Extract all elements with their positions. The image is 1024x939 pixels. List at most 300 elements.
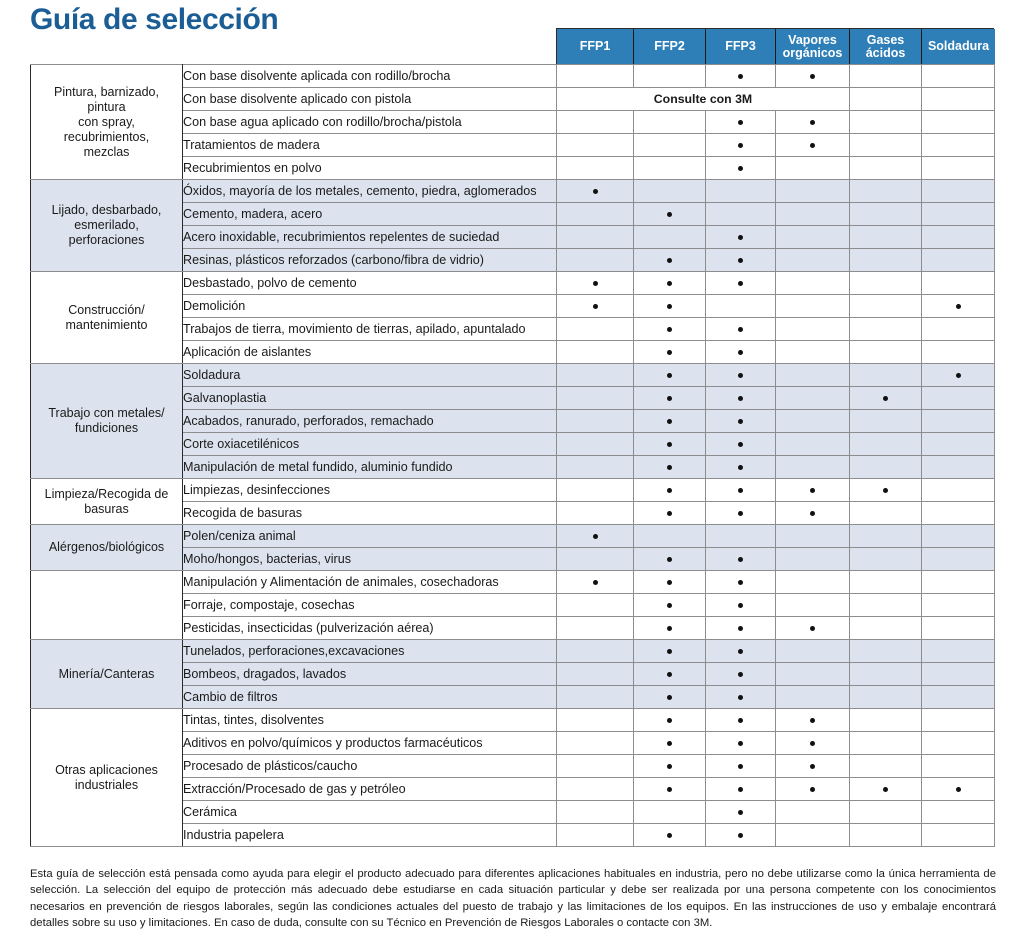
task-cell: Aditivos en polvo/químicos y productos farmacéuticos xyxy=(183,732,557,755)
mark-cell-soldadura xyxy=(922,88,995,111)
task-cell: Limpiezas, desinfecciones xyxy=(183,479,557,502)
mark-cell-ffp1 xyxy=(557,134,634,157)
mark-cell-ffp3 xyxy=(706,801,776,824)
mark-cell-ffp2 xyxy=(634,364,706,387)
mark-cell-vapores xyxy=(776,801,850,824)
task-cell: Cambio de filtros xyxy=(183,686,557,709)
recommended-dot-icon xyxy=(667,419,672,424)
mark-cell-ffp2 xyxy=(634,341,706,364)
mark-cell-vapores xyxy=(776,824,850,847)
recommended-dot-icon xyxy=(738,695,743,700)
category-label-line: Trabajo con metales/ xyxy=(48,406,165,420)
mark-cell-vapores xyxy=(776,249,850,272)
recommended-dot-icon xyxy=(667,396,672,401)
category-label-line: industriales xyxy=(74,777,139,792)
mark-cell-ffp1 xyxy=(557,525,634,548)
mark-cell-soldadura xyxy=(922,433,995,456)
category-label-line: Limpieza/Recogida de xyxy=(44,486,169,501)
mark-cell-ffp1 xyxy=(557,824,634,847)
task-cell: Con base disolvente aplicado con pistola xyxy=(183,88,557,111)
task-cell: Bombeos, dragados, lavados xyxy=(183,663,557,686)
column-header-soldadura xyxy=(922,29,995,64)
footer-disclaimer: Esta guía de selección está pensada como ayuda para elegir el producto adecuado para diferentes aplicaciones habituales en industria, pero no debe utilizarse como la única herramienta de selección. La selección del equipo de protección más adecuado debe estudiarse en cada situación particular y debe ser realizada por una persona competente con los conocimientos necesarios en prevención de riesgos laborales, según las condiciones actuales del puesto de trabajo y las limitaciones de los equipos. En las instrucciones de uso y embalaje encontrará detalles sobre su uso y limitaciones. En caso de duda, consulte con su Técnico en Prevención de Riesgos Laborales o contacte con 3M. xyxy=(30,868,996,930)
mark-cell-ffp3 xyxy=(706,755,776,778)
mark-cell-soldadura xyxy=(922,801,995,824)
mark-cell-ffp1 xyxy=(557,502,634,525)
column-header-label: FFP1 xyxy=(579,39,611,53)
mark-cell-vapores xyxy=(776,525,850,548)
mark-cell-ffp1 xyxy=(557,594,634,617)
recommended-dot-icon xyxy=(956,787,961,792)
mark-cell-ffp2 xyxy=(634,295,706,318)
task-cell: Resinas, plásticos reforzados (carbono/fibra de vidrio) xyxy=(183,249,557,272)
recommended-dot-icon xyxy=(810,741,815,746)
recommended-dot-icon xyxy=(738,74,743,79)
recommended-dot-icon xyxy=(738,143,743,148)
mark-cell-ffp1 xyxy=(557,341,634,364)
category-label-line: Pintura, barnizado, xyxy=(54,84,159,99)
recommended-dot-icon xyxy=(738,603,743,608)
task-cell: Procesado de plásticos/caucho xyxy=(183,755,557,778)
mark-cell-vapores xyxy=(776,755,850,778)
recommended-dot-icon xyxy=(810,787,815,792)
mark-cell-ffp1 xyxy=(557,203,634,226)
mark-cell-ffp3 xyxy=(706,387,776,410)
mark-cell-ffp1 xyxy=(557,709,634,732)
mark-cell-ffp3 xyxy=(706,341,776,364)
task-cell: Acabados, ranurado, perforados, remachado xyxy=(183,410,557,433)
recommended-dot-icon xyxy=(667,718,672,723)
category-cell xyxy=(31,709,183,847)
mark-cell-soldadura xyxy=(922,226,995,249)
recommended-dot-icon xyxy=(667,833,672,838)
mark-cell-ffp3 xyxy=(706,548,776,571)
recommended-dot-icon xyxy=(667,281,672,286)
mark-cell-vapores xyxy=(776,709,850,732)
recommended-dot-icon xyxy=(738,419,743,424)
mark-cell-soldadura xyxy=(922,525,995,548)
task-cell: Recogida de basuras xyxy=(183,502,557,525)
category-cell xyxy=(31,364,183,479)
recommended-dot-icon xyxy=(738,718,743,723)
mark-cell-vapores xyxy=(776,203,850,226)
mark-cell-ffp1 xyxy=(557,111,634,134)
task-cell: Manipulación y Alimentación de animales, cosechadoras xyxy=(183,571,557,594)
mark-cell-gases xyxy=(850,525,922,548)
mark-cell-ffp1 xyxy=(557,410,634,433)
mark-cell-ffp3 xyxy=(706,571,776,594)
mark-cell-soldadura xyxy=(922,479,995,502)
category-label-line: fundiciones xyxy=(74,421,139,435)
mark-cell-ffp2 xyxy=(634,111,706,134)
mark-cell-ffp1 xyxy=(557,571,634,594)
column-header-label xyxy=(866,34,906,60)
table-row xyxy=(31,479,995,502)
mark-cell-gases xyxy=(850,640,922,663)
mark-cell-ffp3 xyxy=(706,824,776,847)
mark-cell-ffp3 xyxy=(706,134,776,157)
mark-cell-ffp1 xyxy=(557,249,634,272)
category-label-line: basuras xyxy=(84,501,129,516)
table-body xyxy=(31,65,995,847)
mark-cell-soldadura xyxy=(922,134,995,157)
recommended-dot-icon xyxy=(667,373,672,378)
column-header-ffp1 xyxy=(557,29,634,64)
recommended-dot-icon xyxy=(883,787,888,792)
mark-cell-ffp1 xyxy=(557,755,634,778)
mark-cell-ffp3 xyxy=(706,433,776,456)
mark-cell-ffp2 xyxy=(634,433,706,456)
mark-cell-ffp1 xyxy=(557,318,634,341)
mark-cell-ffp2 xyxy=(634,617,706,640)
category-label-line: con spray, xyxy=(78,114,135,129)
task-cell: Óxidos, mayoría de los metales, cemento, piedra, aglomerados xyxy=(183,180,557,203)
mark-cell-ffp2 xyxy=(634,502,706,525)
column-header-ffp3 xyxy=(706,29,776,64)
mark-cell-gases xyxy=(850,548,922,571)
mark-cell-ffp3 xyxy=(706,640,776,663)
mark-cell-ffp1 xyxy=(557,65,634,88)
mark-cell-ffp1 xyxy=(557,778,634,801)
mark-cell-vapores xyxy=(776,387,850,410)
mark-cell-soldadura xyxy=(922,180,995,203)
recommended-dot-icon xyxy=(667,603,672,608)
mark-cell-gases xyxy=(850,111,922,134)
mark-cell-ffp3 xyxy=(706,617,776,640)
mark-cell-ffp3 xyxy=(706,479,776,502)
mark-cell-soldadura xyxy=(922,111,995,134)
table-row xyxy=(31,65,995,88)
recommended-dot-icon xyxy=(738,258,743,263)
category-label-line xyxy=(31,598,182,613)
mark-cell-ffp2 xyxy=(634,134,706,157)
recommended-dot-icon xyxy=(738,350,743,355)
recommended-dot-icon xyxy=(667,442,672,447)
mark-cell-soldadura xyxy=(922,686,995,709)
recommended-dot-icon xyxy=(810,488,815,493)
recommended-dot-icon xyxy=(883,488,888,493)
mark-cell-vapores xyxy=(776,65,850,88)
mark-cell-soldadura xyxy=(922,755,995,778)
recommended-dot-icon xyxy=(738,649,743,654)
table-row xyxy=(31,525,995,548)
mark-cell-vapores xyxy=(776,410,850,433)
mark-cell-gases xyxy=(850,203,922,226)
mark-cell-soldadura xyxy=(922,410,995,433)
recommended-dot-icon xyxy=(738,764,743,769)
category-label-line: Minería/Canteras xyxy=(58,666,155,681)
task-cell: Tintas, tintes, disolventes xyxy=(183,709,557,732)
mark-cell-soldadura xyxy=(922,364,995,387)
mark-cell-ffp2 xyxy=(634,571,706,594)
mark-cell-ffp1 xyxy=(557,180,634,203)
mark-cell-ffp2 xyxy=(634,479,706,502)
mark-cell-ffp2 xyxy=(634,249,706,272)
mark-cell-ffp1 xyxy=(557,272,634,295)
recommended-dot-icon xyxy=(883,396,888,401)
table-row xyxy=(31,272,995,295)
category-cell xyxy=(31,640,183,709)
mark-cell-gases xyxy=(850,318,922,341)
recommended-dot-icon xyxy=(667,672,672,677)
mark-cell-ffp3 xyxy=(706,456,776,479)
recommended-dot-icon xyxy=(738,672,743,677)
recommended-dot-icon xyxy=(738,833,743,838)
category-cell xyxy=(31,479,183,525)
category-label-line: perforaciones xyxy=(68,233,145,247)
mark-cell-ffp2 xyxy=(634,709,706,732)
mark-cell-ffp3 xyxy=(706,410,776,433)
recommended-dot-icon xyxy=(667,212,672,217)
recommended-dot-icon xyxy=(667,465,672,470)
mark-cell-ffp2 xyxy=(634,203,706,226)
mark-cell-ffp3 xyxy=(706,65,776,88)
mark-cell-soldadura xyxy=(922,249,995,272)
mark-cell-soldadura xyxy=(922,341,995,364)
mark-cell-vapores xyxy=(776,479,850,502)
mark-cell-vapores xyxy=(776,502,850,525)
mark-cell-gases xyxy=(850,295,922,318)
category-cell xyxy=(31,525,183,571)
mark-cell-vapores xyxy=(776,456,850,479)
recommended-dot-icon xyxy=(667,350,672,355)
mark-cell-vapores xyxy=(776,341,850,364)
recommended-dot-icon xyxy=(810,120,815,125)
recommended-dot-icon xyxy=(593,304,598,309)
mark-cell-vapores xyxy=(776,686,850,709)
recommended-dot-icon xyxy=(738,396,743,401)
mark-cell-ffp3 xyxy=(706,111,776,134)
recommended-dot-icon xyxy=(956,373,961,378)
mark-cell-ffp1 xyxy=(557,364,634,387)
task-cell: Soldadura xyxy=(183,364,557,387)
recommended-dot-icon xyxy=(738,235,743,240)
column-header-line2: ácidos xyxy=(865,45,906,60)
mark-cell-ffp3 xyxy=(706,594,776,617)
mark-cell-ffp1 xyxy=(557,433,634,456)
mark-cell-ffp1 xyxy=(557,686,634,709)
recommended-dot-icon xyxy=(738,281,743,286)
mark-cell-gases xyxy=(850,663,922,686)
task-cell: Acero inoxidable, recubrimientos repelentes de suciedad xyxy=(183,226,557,249)
mark-cell-soldadura xyxy=(922,387,995,410)
mark-cell-gases xyxy=(850,341,922,364)
recommended-dot-icon xyxy=(667,580,672,585)
mark-cell-ffp3 xyxy=(706,295,776,318)
recommended-dot-icon xyxy=(738,511,743,516)
mark-cell-vapores xyxy=(776,594,850,617)
recommended-dot-icon xyxy=(593,580,598,585)
recommended-dot-icon xyxy=(667,304,672,309)
category-label-line: Lijado, desbarbado, xyxy=(51,203,162,217)
mark-cell-ffp1 xyxy=(557,617,634,640)
mark-cell-gases xyxy=(850,732,922,755)
task-cell: Cerámica xyxy=(183,801,557,824)
mark-cell-vapores xyxy=(776,272,850,295)
mark-cell-gases xyxy=(850,134,922,157)
mark-cell-gases xyxy=(850,410,922,433)
category-label-line: Otras aplicaciones xyxy=(55,762,158,777)
mark-cell-ffp1 xyxy=(557,640,634,663)
category-label-line: mantenimiento xyxy=(65,317,148,332)
recommended-dot-icon xyxy=(738,557,743,562)
mark-cell-vapores xyxy=(776,180,850,203)
column-header-strip xyxy=(556,28,994,64)
mark-cell-ffp3 xyxy=(706,180,776,203)
mark-cell-gases xyxy=(850,249,922,272)
mark-cell-ffp3 xyxy=(706,272,776,295)
column-header-line1: Vapores xyxy=(788,32,837,47)
mark-cell-ffp3 xyxy=(706,686,776,709)
recommended-dot-icon xyxy=(738,373,743,378)
mark-cell-vapores xyxy=(776,663,850,686)
category-label-line: Construcción/ xyxy=(68,302,145,317)
table-row xyxy=(31,180,995,203)
mark-cell-ffp2 xyxy=(634,226,706,249)
task-cell: Con base agua aplicado con rodillo/brocha/pistola xyxy=(183,111,557,134)
mark-cell-soldadura xyxy=(922,65,995,88)
mark-cell-ffp3 xyxy=(706,732,776,755)
recommended-dot-icon xyxy=(738,787,743,792)
mark-cell-ffp2 xyxy=(634,318,706,341)
task-cell: Con base disolvente aplicada con rodillo/brocha xyxy=(183,65,557,88)
task-cell: Polen/ceniza animal xyxy=(183,525,557,548)
recommended-dot-icon xyxy=(738,327,743,332)
mark-cell-ffp1 xyxy=(557,226,634,249)
mark-cell-vapores xyxy=(776,732,850,755)
mark-cell-ffp2 xyxy=(634,686,706,709)
mark-cell-gases xyxy=(850,824,922,847)
page-title: Guía de selección xyxy=(30,3,279,36)
mark-cell-ffp3 xyxy=(706,663,776,686)
mark-cell-ffp2 xyxy=(634,548,706,571)
mark-cell-vapores xyxy=(776,548,850,571)
task-cell: Galvanoplastia xyxy=(183,387,557,410)
mark-cell-ffp1 xyxy=(557,479,634,502)
task-cell: Tratamientos de madera xyxy=(183,134,557,157)
mark-cell-soldadura xyxy=(922,640,995,663)
mark-cell-ffp1 xyxy=(557,295,634,318)
category-cell xyxy=(31,180,183,272)
category-label-line: mezclas xyxy=(83,144,130,159)
mark-cell-vapores xyxy=(776,111,850,134)
column-header-ffp2 xyxy=(634,29,706,64)
mark-cell-gases xyxy=(850,755,922,778)
recommended-dot-icon xyxy=(667,695,672,700)
task-cell: Industria papelera xyxy=(183,824,557,847)
mark-cell-gases xyxy=(850,686,922,709)
mark-cell-ffp2 xyxy=(634,387,706,410)
column-header-line1: Gases xyxy=(866,32,905,47)
task-cell: Corte oxiacetilénicos xyxy=(183,433,557,456)
mark-cell-gases xyxy=(850,571,922,594)
mark-cell-gases xyxy=(850,479,922,502)
mark-cell-gases xyxy=(850,226,922,249)
category-cell xyxy=(31,571,183,640)
mark-cell-ffp3 xyxy=(706,249,776,272)
task-cell: Cemento, madera, acero xyxy=(183,203,557,226)
table-row xyxy=(31,364,995,387)
mark-cell-gases xyxy=(850,272,922,295)
mark-cell-ffp1 xyxy=(557,548,634,571)
mark-cell-soldadura xyxy=(922,732,995,755)
mark-cell-ffp2 xyxy=(634,755,706,778)
mark-cell-gases xyxy=(850,88,922,111)
recommended-dot-icon xyxy=(738,626,743,631)
mark-cell-ffp3 xyxy=(706,778,776,801)
mark-cell-soldadura xyxy=(922,502,995,525)
category-label-line: esmerilado, xyxy=(74,218,139,232)
consult-note-cell: Consulte con 3M xyxy=(557,88,850,111)
category-label-line: recubrimientos, xyxy=(63,129,150,144)
table-row xyxy=(31,640,995,663)
mark-cell-soldadura xyxy=(922,157,995,180)
category-label-line: pintura xyxy=(87,99,126,114)
mark-cell-ffp2 xyxy=(634,778,706,801)
mark-cell-soldadura xyxy=(922,548,995,571)
mark-cell-ffp3 xyxy=(706,226,776,249)
mark-cell-ffp2 xyxy=(634,824,706,847)
mark-cell-ffp3 xyxy=(706,364,776,387)
mark-cell-vapores xyxy=(776,318,850,341)
recommended-dot-icon xyxy=(738,488,743,493)
mark-cell-ffp2 xyxy=(634,663,706,686)
mark-cell-soldadura xyxy=(922,824,995,847)
recommended-dot-icon xyxy=(667,764,672,769)
mark-cell-gases xyxy=(850,594,922,617)
mark-cell-ffp2 xyxy=(634,525,706,548)
mark-cell-soldadura xyxy=(922,295,995,318)
mark-cell-soldadura xyxy=(922,663,995,686)
mark-cell-ffp2 xyxy=(634,272,706,295)
mark-cell-soldadura xyxy=(922,617,995,640)
category-cell xyxy=(31,65,183,180)
mark-cell-vapores xyxy=(776,778,850,801)
recommended-dot-icon xyxy=(667,488,672,493)
mark-cell-vapores xyxy=(776,295,850,318)
mark-cell-ffp2 xyxy=(634,180,706,203)
recommended-dot-icon xyxy=(667,557,672,562)
mark-cell-ffp2 xyxy=(634,640,706,663)
task-cell: Extracción/Procesado de gas y petróleo xyxy=(183,778,557,801)
column-header-gases xyxy=(850,29,922,64)
mark-cell-ffp1 xyxy=(557,456,634,479)
mark-cell-gases xyxy=(850,157,922,180)
mark-cell-ffp3 xyxy=(706,157,776,180)
task-cell: Tunelados, perforaciones,excavaciones xyxy=(183,640,557,663)
mark-cell-gases xyxy=(850,502,922,525)
task-cell: Trabajos de tierra, movimiento de tierras, apilado, apuntalado xyxy=(183,318,557,341)
column-header-line2: orgánicos xyxy=(782,45,843,60)
mark-cell-ffp3 xyxy=(706,502,776,525)
mark-cell-soldadura xyxy=(922,594,995,617)
recommended-dot-icon xyxy=(667,626,672,631)
recommended-dot-icon xyxy=(593,281,598,286)
selection-guide-table xyxy=(30,64,995,847)
mark-cell-ffp2 xyxy=(634,732,706,755)
recommended-dot-icon xyxy=(667,327,672,332)
recommended-dot-icon xyxy=(593,534,598,539)
mark-cell-ffp1 xyxy=(557,387,634,410)
table-row xyxy=(31,709,995,732)
mark-cell-ffp3 xyxy=(706,525,776,548)
recommended-dot-icon xyxy=(738,166,743,171)
mark-cell-ffp2 xyxy=(634,410,706,433)
column-header-vapores xyxy=(776,29,850,64)
recommended-dot-icon xyxy=(738,465,743,470)
mark-cell-ffp3 xyxy=(706,318,776,341)
mark-cell-ffp1 xyxy=(557,157,634,180)
